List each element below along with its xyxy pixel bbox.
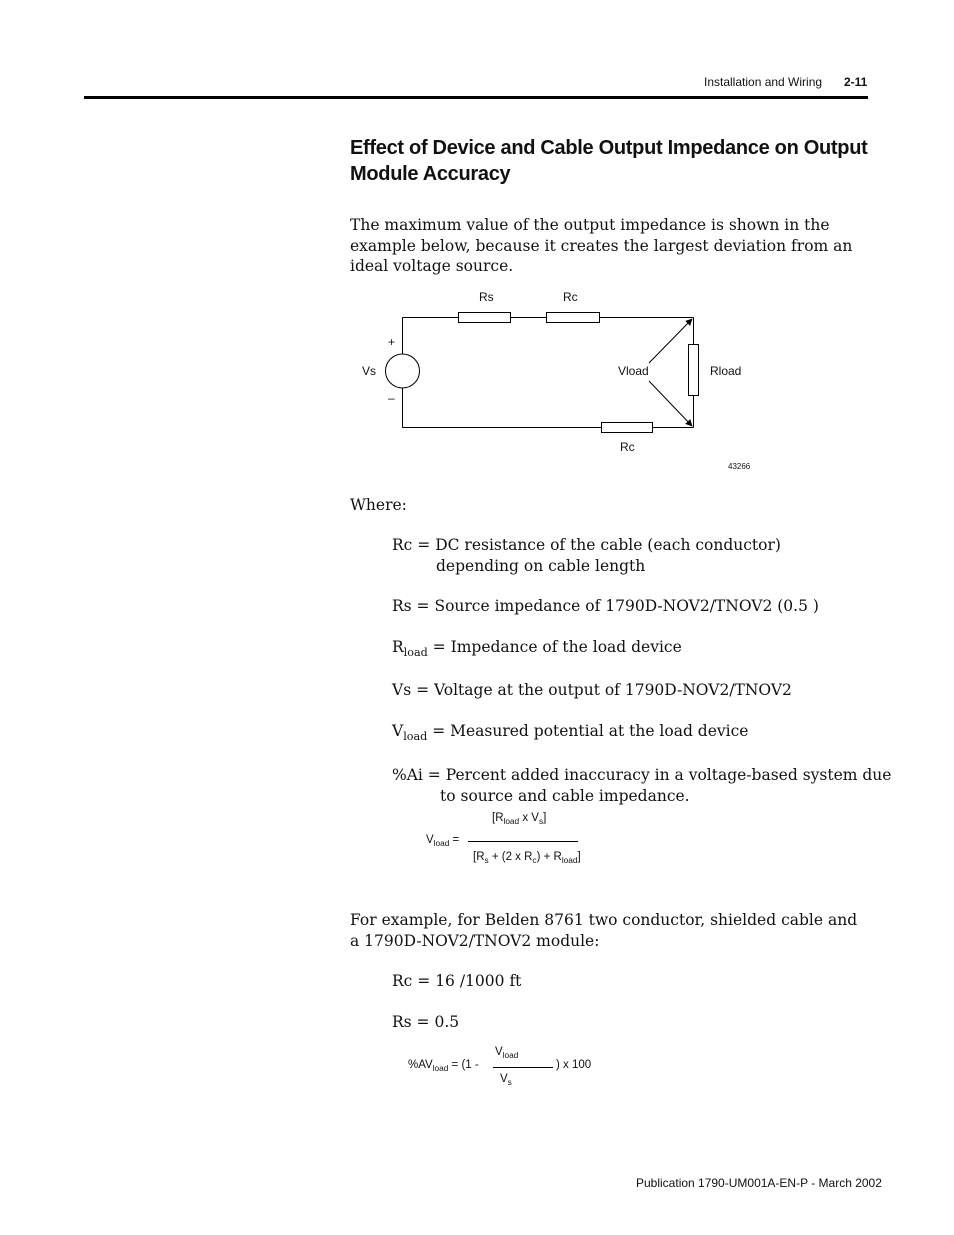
formula2-fraction-bar bbox=[493, 1067, 553, 1068]
formula1-numerator: [$R_{load}$ x $V_s$] bbox=[492, 812, 547, 826]
resistor-rc-bottom bbox=[602, 423, 653, 433]
rload-subscript: load bbox=[403, 645, 428, 659]
vload-subscript: load bbox=[403, 729, 428, 743]
formula1-denominator: [$R_s + (2$ x $R_c) + R_{load}$] bbox=[473, 851, 581, 865]
intro-paragraph: The maximum value of the output impedance is shown in the example below, because it creates the largest deviation from an ideal voltage source. bbox=[350, 216, 853, 275]
formula2-numerator: $V_{load}$ bbox=[495, 1046, 519, 1060]
label-rc-bottom: Rc bbox=[620, 440, 635, 454]
label-rs: Rs bbox=[479, 290, 494, 304]
formula1-fraction-bar bbox=[468, 841, 578, 842]
definition-ai bbox=[392, 765, 891, 806]
label-plus: + bbox=[388, 335, 396, 349]
definition-rc bbox=[392, 535, 781, 576]
footer-publication: Publication 1790-UM001A-EN-P - March 2002 bbox=[636, 1176, 882, 1190]
formula2-lhs: $\%AV_{load} = (1$ - bbox=[408, 1059, 479, 1073]
where-label: Where: bbox=[350, 496, 407, 514]
definition-rs: Rs = Source impedance of 1790D-NOV2/TNOV2 (0.5 ) bbox=[392, 597, 819, 615]
vload-text: = Measured potential at the load device bbox=[427, 722, 749, 740]
formula1-lhs bbox=[426, 834, 459, 846]
resistor-rload bbox=[689, 345, 699, 396]
vload-arrow-up bbox=[649, 319, 692, 363]
formula1-lhs-symbol: V bbox=[426, 834, 434, 846]
example-paragraph: For example, for Belden 8761 two conductor, shielded cable and a 1790D-NOV2/TNOV2 module: bbox=[350, 911, 858, 950]
formula2-rhs: ) x 100 bbox=[556, 1059, 592, 1071]
label-vload: Vload bbox=[618, 364, 649, 378]
resistor-rs bbox=[459, 313, 511, 323]
rload-text: = Impedance of the load device bbox=[427, 638, 682, 656]
definition-rload bbox=[392, 637, 682, 658]
header-section-title: Installation and Wiring bbox=[704, 75, 823, 89]
definition-vs: Vs = Voltage at the output of 1790D-NOV2/TNOV2 bbox=[392, 681, 792, 699]
example-rc: Rc = 16 /1000 ft bbox=[392, 972, 522, 990]
vload-symbol: V bbox=[392, 722, 404, 740]
section-title: Effect of Device and Cable Output Impedance on Output Module Accuracy bbox=[350, 137, 868, 185]
rload-symbol: R bbox=[392, 638, 404, 656]
header-page-number: 2-11 bbox=[844, 75, 868, 89]
definition-rc-line1: Rc = DC resistance of the cable (each conductor) bbox=[392, 536, 781, 554]
formula1-lhs-equals: = bbox=[449, 834, 460, 846]
figure-number: 43266 bbox=[728, 462, 751, 471]
header-rule bbox=[84, 96, 868, 99]
circuit-schematic bbox=[350, 285, 770, 480]
vload-arrow-down bbox=[649, 381, 692, 426]
definition-rc-line2: depending on cable length bbox=[436, 556, 646, 575]
definition-vload bbox=[392, 721, 748, 742]
label-minus: – bbox=[388, 391, 395, 405]
definition-ai-line1: %Ai = Percent added inaccuracy in a voltage-based system due bbox=[392, 766, 892, 784]
label-rload: Rload bbox=[710, 364, 742, 378]
voltage-source bbox=[386, 354, 420, 388]
resistor-rc-top bbox=[547, 313, 600, 323]
label-rc-top: Rc bbox=[563, 290, 578, 304]
definition-ai-line2: to source and cable impedance. bbox=[440, 786, 690, 805]
formula2-denominator: $V_s$ bbox=[500, 1073, 512, 1087]
example-rs: Rs = 0.5 bbox=[392, 1013, 460, 1031]
label-vs: Vs bbox=[362, 364, 377, 378]
formula1-lhs-subscript: load bbox=[433, 838, 450, 848]
